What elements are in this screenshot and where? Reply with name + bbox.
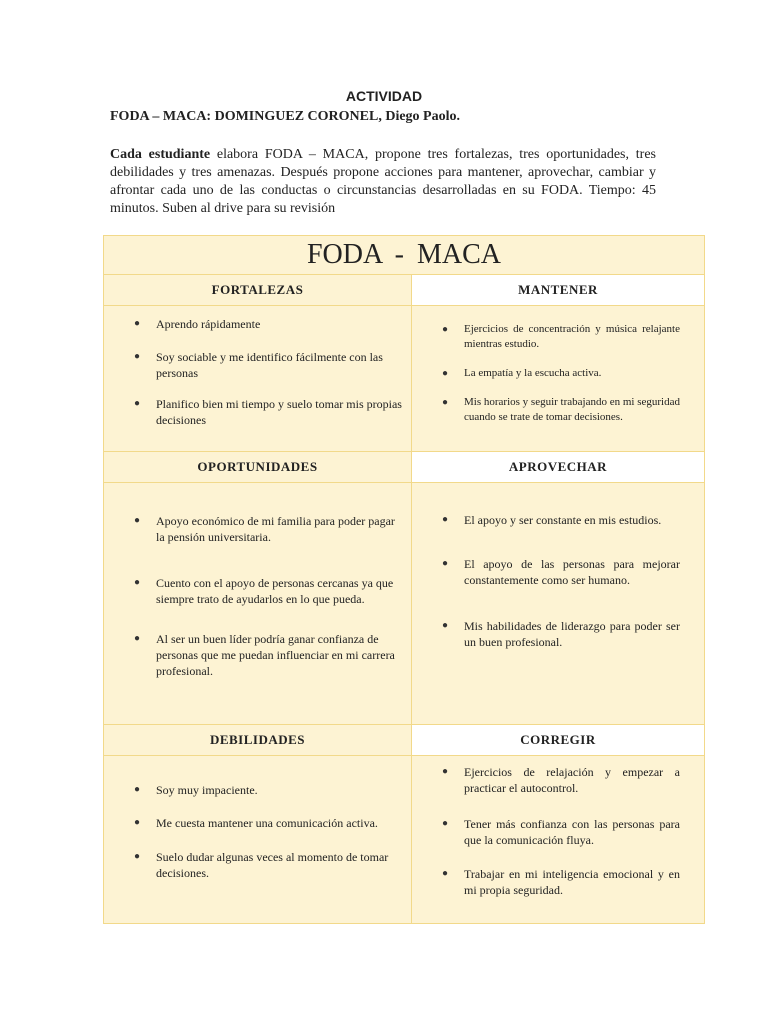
list-item: ● Al ser un buen líder podría ganar confianza de personas que me puedan influenciar en mi carrera profesional. [134,632,395,678]
list-item: ● Me cuesta mantener una comunicación activa. [134,816,378,830]
bullet-icon: ● [134,515,141,526]
bullet-icon: ● [442,818,449,829]
list-item: ● Soy muy impaciente. [134,783,258,797]
bullet-icon: ● [442,558,449,569]
activity-heading: ACTIVIDAD [345,88,423,104]
list-item: ● Tener más confianza con las personas para que la comunicación fluya. [442,817,680,847]
list-item: ● Trabajar en mi inteligencia emocional y en mi propia seguridad. [442,867,680,897]
cell-aprovechar [412,483,705,725]
bullet-icon: ● [134,817,141,828]
bullet-icon: ● [442,397,449,408]
bullet-icon: ● [442,514,449,525]
list-item: ● Soy sociable y me identifico fácilmente con las personas [134,350,383,380]
list-item: ● Cuento con el apoyo de personas cercanas ya que siempre trato de ayudarlos en lo que pueda. [134,576,394,606]
list-item: ● Mis habilidades de liderazgo para poder ser un buen profesional. [442,619,680,649]
bullet-icon: ● [442,368,449,379]
document-subtitle: FODA – MACA: DOMINGUEZ CORONEL, Diego Paolo. [110,109,460,124]
bullet-icon: ● [442,324,449,335]
list-item: ● El apoyo de las personas para mejorar constantemente como ser humano. [442,557,680,587]
bullet-icon: ● [134,577,141,588]
header-debilidades: DEBILIDADES [104,725,412,756]
bullet-icon: ● [134,784,141,795]
bullet-icon: ● [134,318,141,329]
list-item: ● La empatía y la escucha activa. [442,367,602,379]
bullet-icon: ● [442,868,449,879]
header-mantener: MANTENER [412,275,705,306]
cell-debilidades [104,756,412,924]
cell-oportunidades [104,483,412,725]
header-oportunidades: OPORTUNIDADES [104,452,412,483]
foda-maca-table [103,235,705,924]
cell-mantener [412,306,705,452]
instructions-text: elabora FODA – MACA, propone tres fortalezas, tres oportunidades, tres debilidades y tres amenazas. Después propone acciones para mantener, aprovechar, cambiar y afrontar cada uno de las conductas o circunstancias desarrolladas en su FODA. Tiempo: 45 minutos. Suben al drive para su revisión [110,147,656,216]
list-item: ● Ejercicios de relajación y empezar a practicar el autocontrol. [442,765,680,795]
list-item: ● Ejercicios de concentración y música relajante mientras estudio. [442,323,680,350]
list-item: ● Apoyo económico de mi familia para poder pagar la pensión universitaria. [134,514,395,544]
list-item: ● Planifico bien mi tiempo y suelo tomar mis propias decisiones [134,397,402,427]
bullet-icon: ● [442,620,449,631]
instructions-bold-lead: Cada estudiante [110,147,211,162]
list-item: ● Suelo dudar algunas veces al momento de tomar decisiones. [134,850,389,880]
cell-fortalezas [104,306,412,452]
bullet-icon: ● [134,398,141,409]
bullet-icon: ● [442,766,449,777]
table-title: FODA - MACA [104,236,705,275]
header-corregir: CORREGIR [412,725,705,756]
header-aprovechar: APROVECHAR [412,452,705,483]
bullet-icon: ● [134,351,141,362]
bullet-icon: ● [134,633,141,644]
list-item: ● Mis horarios y seguir trabajando en mi seguridad cuando se trate de tomar decisiones. [442,396,680,423]
instructions-paragraph [110,146,656,218]
list-item: ● Aprendo rápidamente [134,317,261,331]
header-fortalezas: FORTALEZAS [104,275,412,306]
cell-corregir [412,756,705,924]
list-item: ● El apoyo y ser constante en mis estudios. [442,513,662,527]
bullet-icon: ● [134,851,141,862]
